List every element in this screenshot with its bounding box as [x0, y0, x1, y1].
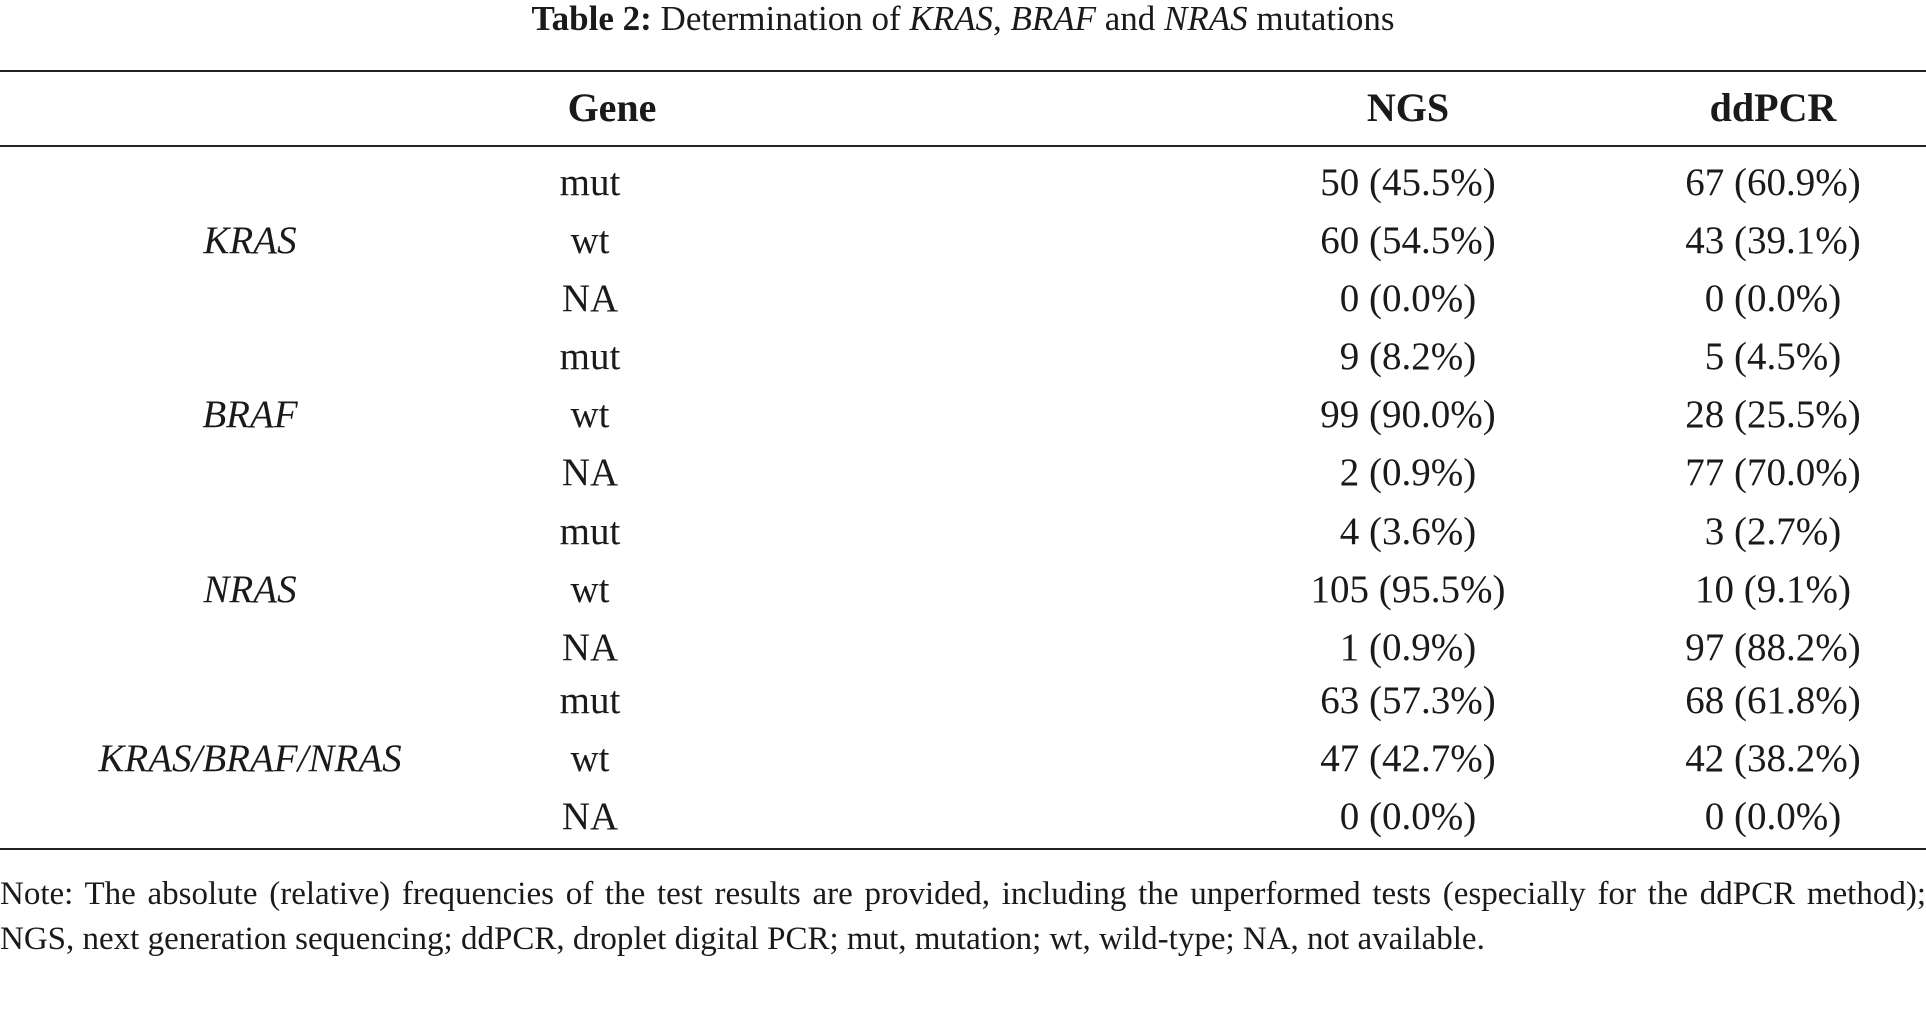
ddpcr-value: 3 (2.7%) — [1704, 510, 1842, 553]
ddpcr-value: 77 (70.0%) — [1685, 451, 1861, 494]
table-note: Note: The absolute (relative) frequencies of the test results are provided, including the unperformed tests (especially for the ddPCR method); NGS, next generation sequencing; ddPCR, droplet digital PCR; mut, mutation; wt, wild-type; NA, not available. — [0, 876, 1926, 957]
table-caption — [0, 0, 1926, 38]
ngs-value: 99 (90.0%) — [1320, 393, 1496, 436]
mutation-status: mut — [559, 335, 621, 378]
ngs-value: 0 (0.0%) — [1339, 277, 1477, 320]
ngs-value: 2 (0.9%) — [1339, 451, 1477, 494]
table-bottom-rule — [0, 848, 1926, 850]
table-top-rule — [0, 70, 1926, 72]
ddpcr-value: 0 (0.0%) — [1704, 277, 1842, 320]
mutation-status: NA — [561, 451, 619, 494]
ngs-value: 1 (0.9%) — [1339, 626, 1477, 669]
ngs-value: 105 (95.5%) — [1310, 568, 1506, 611]
ngs-value: 50 (45.5%) — [1320, 161, 1496, 204]
mutation-status: wt — [570, 737, 610, 780]
ddpcr-value: 5 (4.5%) — [1704, 335, 1842, 378]
ddpcr-value: 10 (9.1%) — [1695, 568, 1851, 611]
gene-name: KRAS — [203, 219, 297, 262]
caption-text-after: mutations — [1247, 0, 1395, 38]
mutation-status: NA — [561, 626, 619, 669]
mutation-status: mut — [559, 161, 621, 204]
mutation-status: NA — [561, 277, 619, 320]
ddpcr-value: 67 (60.9%) — [1685, 161, 1861, 204]
ddpcr-value: 42 (38.2%) — [1685, 737, 1861, 780]
ngs-value: 47 (42.7%) — [1320, 737, 1496, 780]
mutation-status: mut — [559, 510, 621, 553]
gene-name: NRAS — [203, 568, 297, 611]
ddpcr-value: 43 (39.1%) — [1685, 219, 1861, 262]
header-gene: Gene — [567, 85, 657, 130]
ddpcr-value: 28 (25.5%) — [1685, 393, 1861, 436]
gene-name: KRAS/BRAF/NRAS — [98, 737, 402, 780]
caption-gene-nras: NRAS — [1164, 0, 1248, 38]
ddpcr-value: 0 (0.0%) — [1704, 795, 1842, 838]
ngs-value: 63 (57.3%) — [1320, 679, 1496, 722]
mutation-status: NA — [561, 795, 619, 838]
table-header-rule — [0, 145, 1926, 147]
mutation-status: wt — [570, 568, 610, 611]
ngs-value: 9 (8.2%) — [1339, 335, 1477, 378]
caption-gene-braf: BRAF — [1010, 0, 1096, 38]
caption-separator-1: , — [992, 0, 1011, 38]
caption-separator-2: and — [1096, 0, 1165, 38]
gene-name: BRAF — [202, 393, 298, 436]
ddpcr-value: 68 (61.8%) — [1685, 679, 1861, 722]
caption-gene-kras: KRAS — [909, 0, 993, 38]
caption-text-before: Determination of — [651, 0, 910, 38]
ngs-value: 60 (54.5%) — [1320, 219, 1496, 262]
mutation-status: mut — [559, 679, 621, 722]
ddpcr-value: 97 (88.2%) — [1685, 626, 1861, 669]
header-ddpcr: ddPCR — [1709, 85, 1837, 130]
mutation-status: wt — [570, 219, 610, 262]
ngs-value: 0 (0.0%) — [1339, 795, 1477, 838]
mutation-status: wt — [570, 393, 610, 436]
ngs-value: 4 (3.6%) — [1339, 510, 1477, 553]
caption-label: Table 2: — [531, 0, 652, 38]
header-ngs: NGS — [1366, 85, 1450, 130]
